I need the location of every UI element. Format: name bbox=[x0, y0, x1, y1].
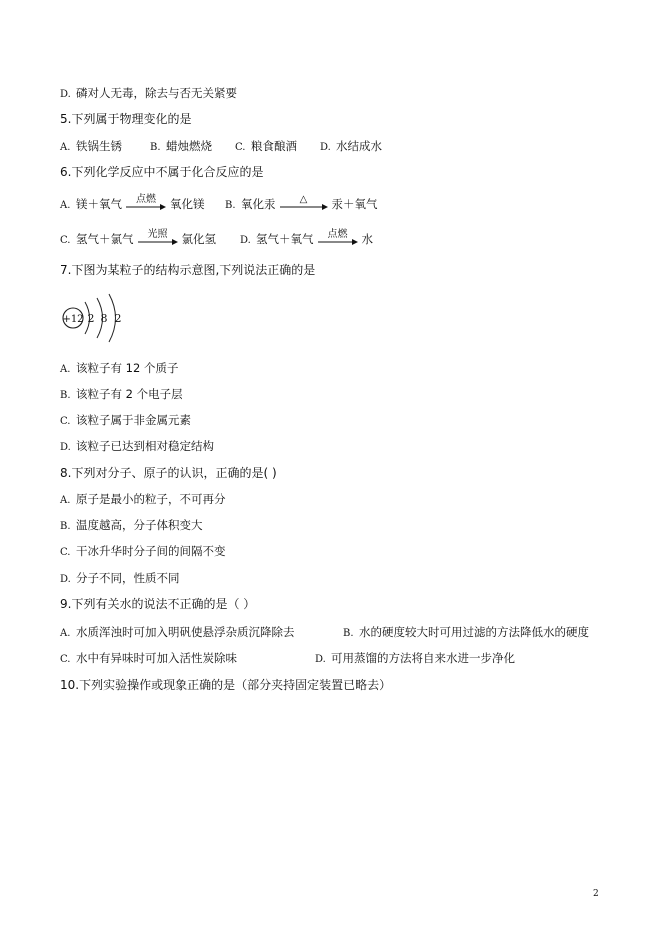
option-text: 原子是最小的粒子，不可再分 bbox=[76, 492, 226, 506]
shell-electrons-1: 2 bbox=[87, 312, 95, 325]
option-letter: B. bbox=[343, 628, 354, 639]
option-letter: B. bbox=[150, 142, 161, 153]
q6-option-d bbox=[240, 228, 373, 249]
q8-option-a bbox=[60, 491, 226, 509]
q5-option-b bbox=[150, 138, 212, 156]
q8-stem: 8.下列对分子、原子的认识，正确的是( ) bbox=[60, 466, 277, 480]
option-letter: A. bbox=[60, 495, 71, 506]
option-text: 粮食酿酒 bbox=[251, 139, 297, 153]
option-text: 干冰升华时分子间的间隔不变 bbox=[76, 544, 226, 558]
q8-option-b bbox=[60, 517, 203, 535]
option-letter: D. bbox=[315, 654, 326, 665]
option-letter: C. bbox=[60, 547, 71, 558]
reaction-arrow bbox=[126, 193, 166, 212]
option-text: 分子不同，性质不同 bbox=[76, 571, 180, 585]
option-letter: A. bbox=[60, 628, 71, 639]
arrow-icon bbox=[138, 239, 178, 245]
reactants: 氢气＋氯气 bbox=[76, 232, 134, 246]
option-text: 水结成水 bbox=[336, 139, 382, 153]
products: 氧化镁 bbox=[170, 197, 205, 211]
option-text: 水质浑浊时可加入明矾使悬浮杂质沉降除去 bbox=[76, 625, 295, 639]
q4-option-d bbox=[60, 85, 237, 103]
q7-option-b bbox=[60, 386, 183, 404]
q9-option-a bbox=[60, 624, 295, 642]
products: 汞＋氧气 bbox=[331, 197, 378, 211]
option-letter: A. bbox=[60, 364, 71, 375]
reactants: 氢气＋氧气 bbox=[256, 232, 314, 246]
option-letter: C. bbox=[235, 142, 246, 153]
option-letter: C. bbox=[60, 235, 71, 246]
option-text: 蜡烛燃烧 bbox=[166, 139, 212, 153]
arrow-icon bbox=[280, 204, 328, 210]
products: 氯化氢 bbox=[181, 232, 216, 246]
option-text: 该粒子已达到相对稳定结构 bbox=[76, 439, 214, 453]
q5-stem: 5.下列属于物理变化的是 bbox=[60, 112, 192, 126]
reaction-condition: 光照 bbox=[147, 228, 168, 240]
option-text: 水的硬度较大时可用过滤的方法降低水的硬度 bbox=[359, 625, 589, 639]
option-letter: A. bbox=[60, 200, 71, 211]
option-letter: B. bbox=[60, 521, 71, 532]
option-letter: D. bbox=[60, 574, 71, 585]
products: 水 bbox=[361, 232, 373, 246]
option-letter: C. bbox=[60, 654, 71, 665]
q5-option-d bbox=[320, 138, 382, 156]
q6-option-b bbox=[225, 193, 378, 214]
option-text: 该粒子属于非金属元素 bbox=[76, 413, 191, 427]
q7-option-c bbox=[60, 412, 191, 430]
q10-stem: 10.下列实验操作或现象正确的是（部分夹持固定装置已略去） bbox=[60, 678, 392, 692]
option-text: 温度越高，分子体积变大 bbox=[76, 518, 203, 532]
option-letter: C. bbox=[60, 416, 71, 427]
page-number: 2 bbox=[593, 889, 599, 899]
option-text: 铁锅生锈 bbox=[76, 139, 122, 153]
option-letter: D. bbox=[240, 235, 251, 246]
reaction-condition: 点燃 bbox=[327, 228, 348, 240]
q7-option-a bbox=[60, 360, 178, 378]
reaction-arrow bbox=[318, 228, 358, 247]
option-letter: D. bbox=[60, 442, 71, 453]
reaction-arrow bbox=[138, 228, 178, 247]
q9-option-d bbox=[315, 650, 515, 668]
reaction-condition: 点燃 bbox=[136, 193, 156, 205]
option-letter: A. bbox=[60, 142, 71, 153]
option-letter: B. bbox=[225, 200, 236, 211]
reactants: 氧化汞 bbox=[241, 197, 276, 211]
q7-option-d bbox=[60, 438, 214, 456]
q5-option-c bbox=[235, 138, 297, 156]
q9-option-c bbox=[60, 650, 237, 668]
option-text: 可用蒸馏的方法将自来水进一步净化 bbox=[331, 651, 515, 665]
q6-stem: 6.下列化学反应中不属于化合反应的是 bbox=[60, 165, 264, 179]
reactants: 镁＋氧气 bbox=[76, 197, 122, 211]
atomic-structure-diagram bbox=[58, 290, 138, 346]
option-text: 该粒子有 2 个电子层 bbox=[76, 387, 183, 401]
q9-stem: 9.下列有关水的说法不正确的是（ ） bbox=[60, 597, 256, 611]
q6-option-a bbox=[60, 193, 205, 214]
nucleus-charge: +12 bbox=[62, 314, 84, 325]
option-letter: B. bbox=[60, 390, 71, 401]
option-text: 该粒子有 12 个质子 bbox=[76, 361, 179, 375]
q9-option-b bbox=[343, 624, 589, 642]
reaction-arrow bbox=[280, 193, 328, 212]
shell-electrons-2: 8 bbox=[100, 312, 108, 325]
option-text: 磷对人无毒，除去与否无关紧要 bbox=[76, 86, 237, 100]
q6-option-c bbox=[60, 228, 216, 249]
q7-stem: 7.下图为某粒子的结构示意图,下列说法正确的是 bbox=[60, 263, 316, 277]
arrow-icon bbox=[126, 204, 166, 210]
reaction-condition: △ bbox=[299, 193, 308, 205]
q8-option-c bbox=[60, 543, 226, 561]
arrow-icon bbox=[318, 239, 358, 245]
option-letter: D. bbox=[320, 142, 331, 153]
option-text: 水中有异味时可加入活性炭除味 bbox=[76, 651, 237, 665]
option-letter: D. bbox=[60, 89, 71, 100]
q8-option-d bbox=[60, 570, 180, 588]
shell-electrons-3: 2 bbox=[114, 312, 122, 325]
q5-option-a bbox=[60, 138, 122, 156]
